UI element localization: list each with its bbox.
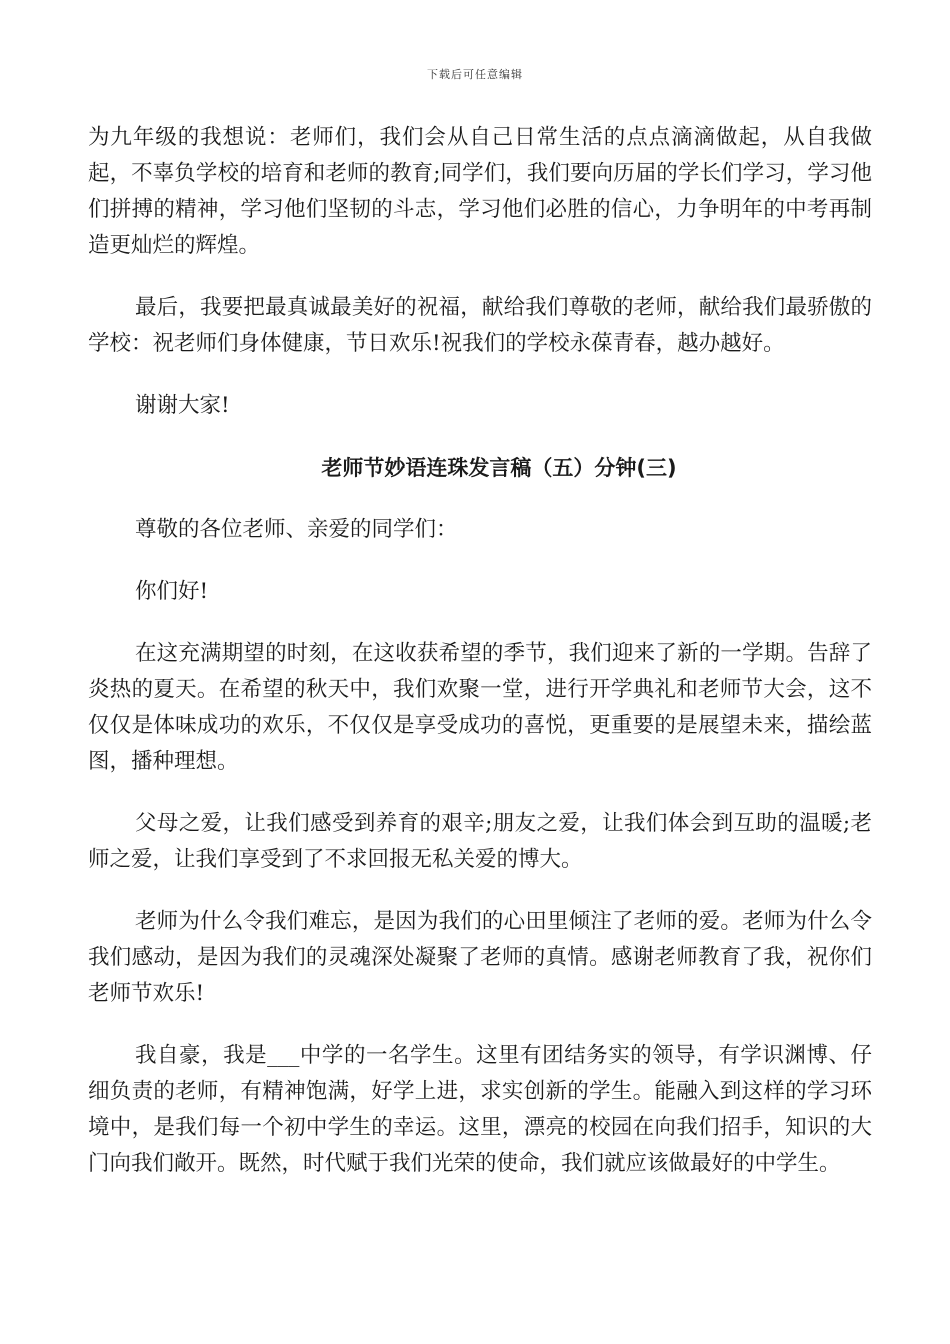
page-header-note: 下载后可任意编辑 [427, 68, 523, 81]
paragraph-hello: 你们好! [135, 579, 209, 604]
paragraph-9: 我自豪，我是___中学的一名学生。这里有团结务实的领导，有学识渊博、仔细负责的老师，有精神饱满，好学上进，求实创新的学生。能融入到这样的学习环境中，是我们每一个初中学生的幸运。这里，漂亮的校园在向我们招手，知识的大门向我们敞开。既然，时代赋于我们光荣的使命，我们就应该做最好的中学生。 [88, 1043, 872, 1176]
document-body [88, 120, 872, 1208]
paragraph-2: 最后，我要把最真诚最美好的祝福，献给我们尊敬的老师，献给我们最骄傲的学校：祝老师们身体健康，节日欢乐!祝我们的学校永葆青春，越办越好。 [88, 295, 872, 356]
paragraph-1: 为九年级的我想说：老师们，我们会从自己日常生活的点点滴滴做起，从自我做起，不辜负学校的培育和老师的教育;同学们，我们要向历届的学长们学习，学习他们拼搏的精神，学习他们坚韧的斗志，学习他们必胜的信心，力争明年的中考再制造更灿烂的辉煌。 [88, 125, 872, 258]
paragraph-7: 父母之爱，让我们感受到养育的艰辛;朋友之爱，让我们体会到互助的温暖;老师之爱，让我们享受到了不求回报无私关爱的博大。 [88, 811, 872, 872]
paragraph-8: 老师为什么令我们难忘，是因为我们的心田里倾注了老师的爱。老师为什么令我们感动，是因为我们的灵魂深处凝聚了老师的真情。感谢老师教育了我，祝你们老师节欢乐! [88, 909, 872, 1006]
paragraph-3: 谢谢大家! [135, 393, 230, 418]
paragraph-6: 在这充满期望的时刻，在这收获希望的季节，我们迎来了新的一学期。告辞了炎热的夏天。在希望的秋天中，我们欢聚一堂，进行开学典礼和老师节大会，这不仅仅是体味成功的欢乐，不仅仅是享受成功的喜悦，更重要的是展望未来，描绘蓝图，播种理想。 [88, 641, 872, 774]
section-heading: 老师节妙语连珠发言稿（五）分钟(三) [321, 456, 677, 480]
paragraph-greeting: 尊敬的各位老师、亲爱的同学们： [135, 517, 458, 542]
